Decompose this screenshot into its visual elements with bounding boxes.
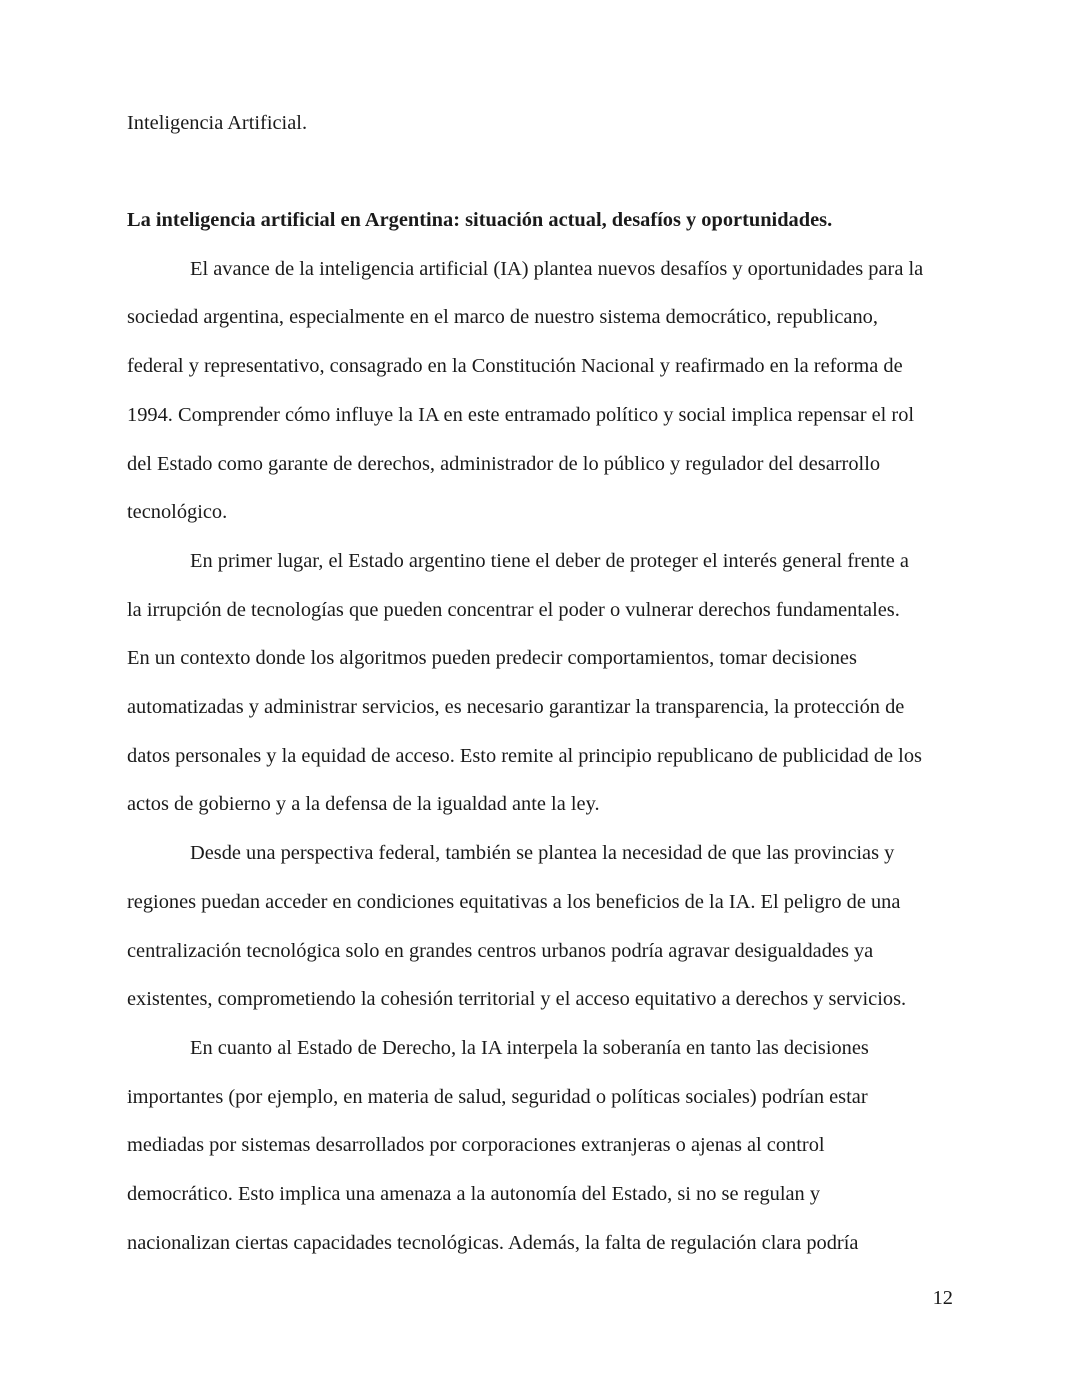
paragraph-line: actos de gobierno y a la defensa de la igualdad ante la ley. <box>127 793 600 816</box>
paragraph-line: tecnológico. <box>127 501 228 524</box>
paragraph-line: federal y representativo, consagrado en la Constitución Nacional y reafirmado en la reforma de <box>127 355 903 378</box>
paragraph-line: sociedad argentina, especialmente en el marco de nuestro sistema democrático, republicano, <box>127 306 878 329</box>
paragraph-line: del Estado como garante de derechos, administrador de lo público y regulador del desarrollo <box>127 452 881 475</box>
body-paragraph <box>127 829 957 1024</box>
paragraph-line: En cuanto al Estado de Derecho, la IA interpela la soberanía en tanto las decisiones <box>190 1036 869 1059</box>
paragraph-line: El avance de la inteligencia artificial (IA) plantea nuevos desafíos y oportunidades para la <box>190 257 924 280</box>
paragraph-line: democrático. Esto implica una amenaza a la autonomía del Estado, si no se regulan y <box>127 1183 821 1206</box>
section-heading: La inteligencia artificial en Argentina: situación actual, desafíos y oportunidades. <box>127 209 833 231</box>
body-paragraph <box>127 1024 957 1268</box>
page-number: 12 <box>932 1287 953 1309</box>
paragraph-line: centralización tecnológica solo en grandes centros urbanos podría agravar desigualdades ya <box>127 939 874 962</box>
body-paragraph <box>127 537 957 829</box>
paragraph-line: datos personales y la equidad de acceso. Esto remite al principio republicano de publicidad de los <box>127 744 922 767</box>
paragraph-line: la irrupción de tecnologías que pueden concentrar el poder o vulnerar derechos fundamentales. <box>127 598 900 621</box>
section-body <box>127 196 957 1267</box>
paragraph-line: mediadas por sistemas desarrollados por corporaciones extranjeras o ajenas al control <box>127 1134 825 1157</box>
body-paragraph <box>127 245 957 537</box>
carry-over-line: Inteligencia Artificial. <box>127 112 308 134</box>
paragraph-line: En primer lugar, el Estado argentino tiene el deber de proteger el interés general frente a <box>190 549 909 572</box>
paragraph-line: Desde una perspectiva federal, también se plantea la necesidad de que las provincias y <box>190 842 895 865</box>
paragraph-line: regiones puedan acceder en condiciones equitativas a los beneficios de la IA. El peligro de una <box>127 890 901 913</box>
paragraph-list <box>127 245 957 1268</box>
paragraph-line: En un contexto donde los algoritmos pueden predecir comportamientos, tomar decisiones <box>127 647 857 670</box>
paragraph-line: importantes (por ejemplo, en materia de salud, seguridad o políticas sociales) podrían estar <box>127 1085 868 1108</box>
paragraph-line: existentes, comprometiendo la cohesión territorial y el acceso equitativo a derechos y servicios. <box>127 988 907 1011</box>
paragraph-line: nacionalizan ciertas capacidades tecnológicas. Además, la falta de regulación clara podría <box>127 1231 859 1254</box>
paragraph-line: automatizadas y administrar servicios, es necesario garantizar la transparencia, la protección de <box>127 696 905 719</box>
paragraph-line: 1994. Comprender cómo influye la IA en este entramado político y social implica repensar el rol <box>127 403 915 426</box>
